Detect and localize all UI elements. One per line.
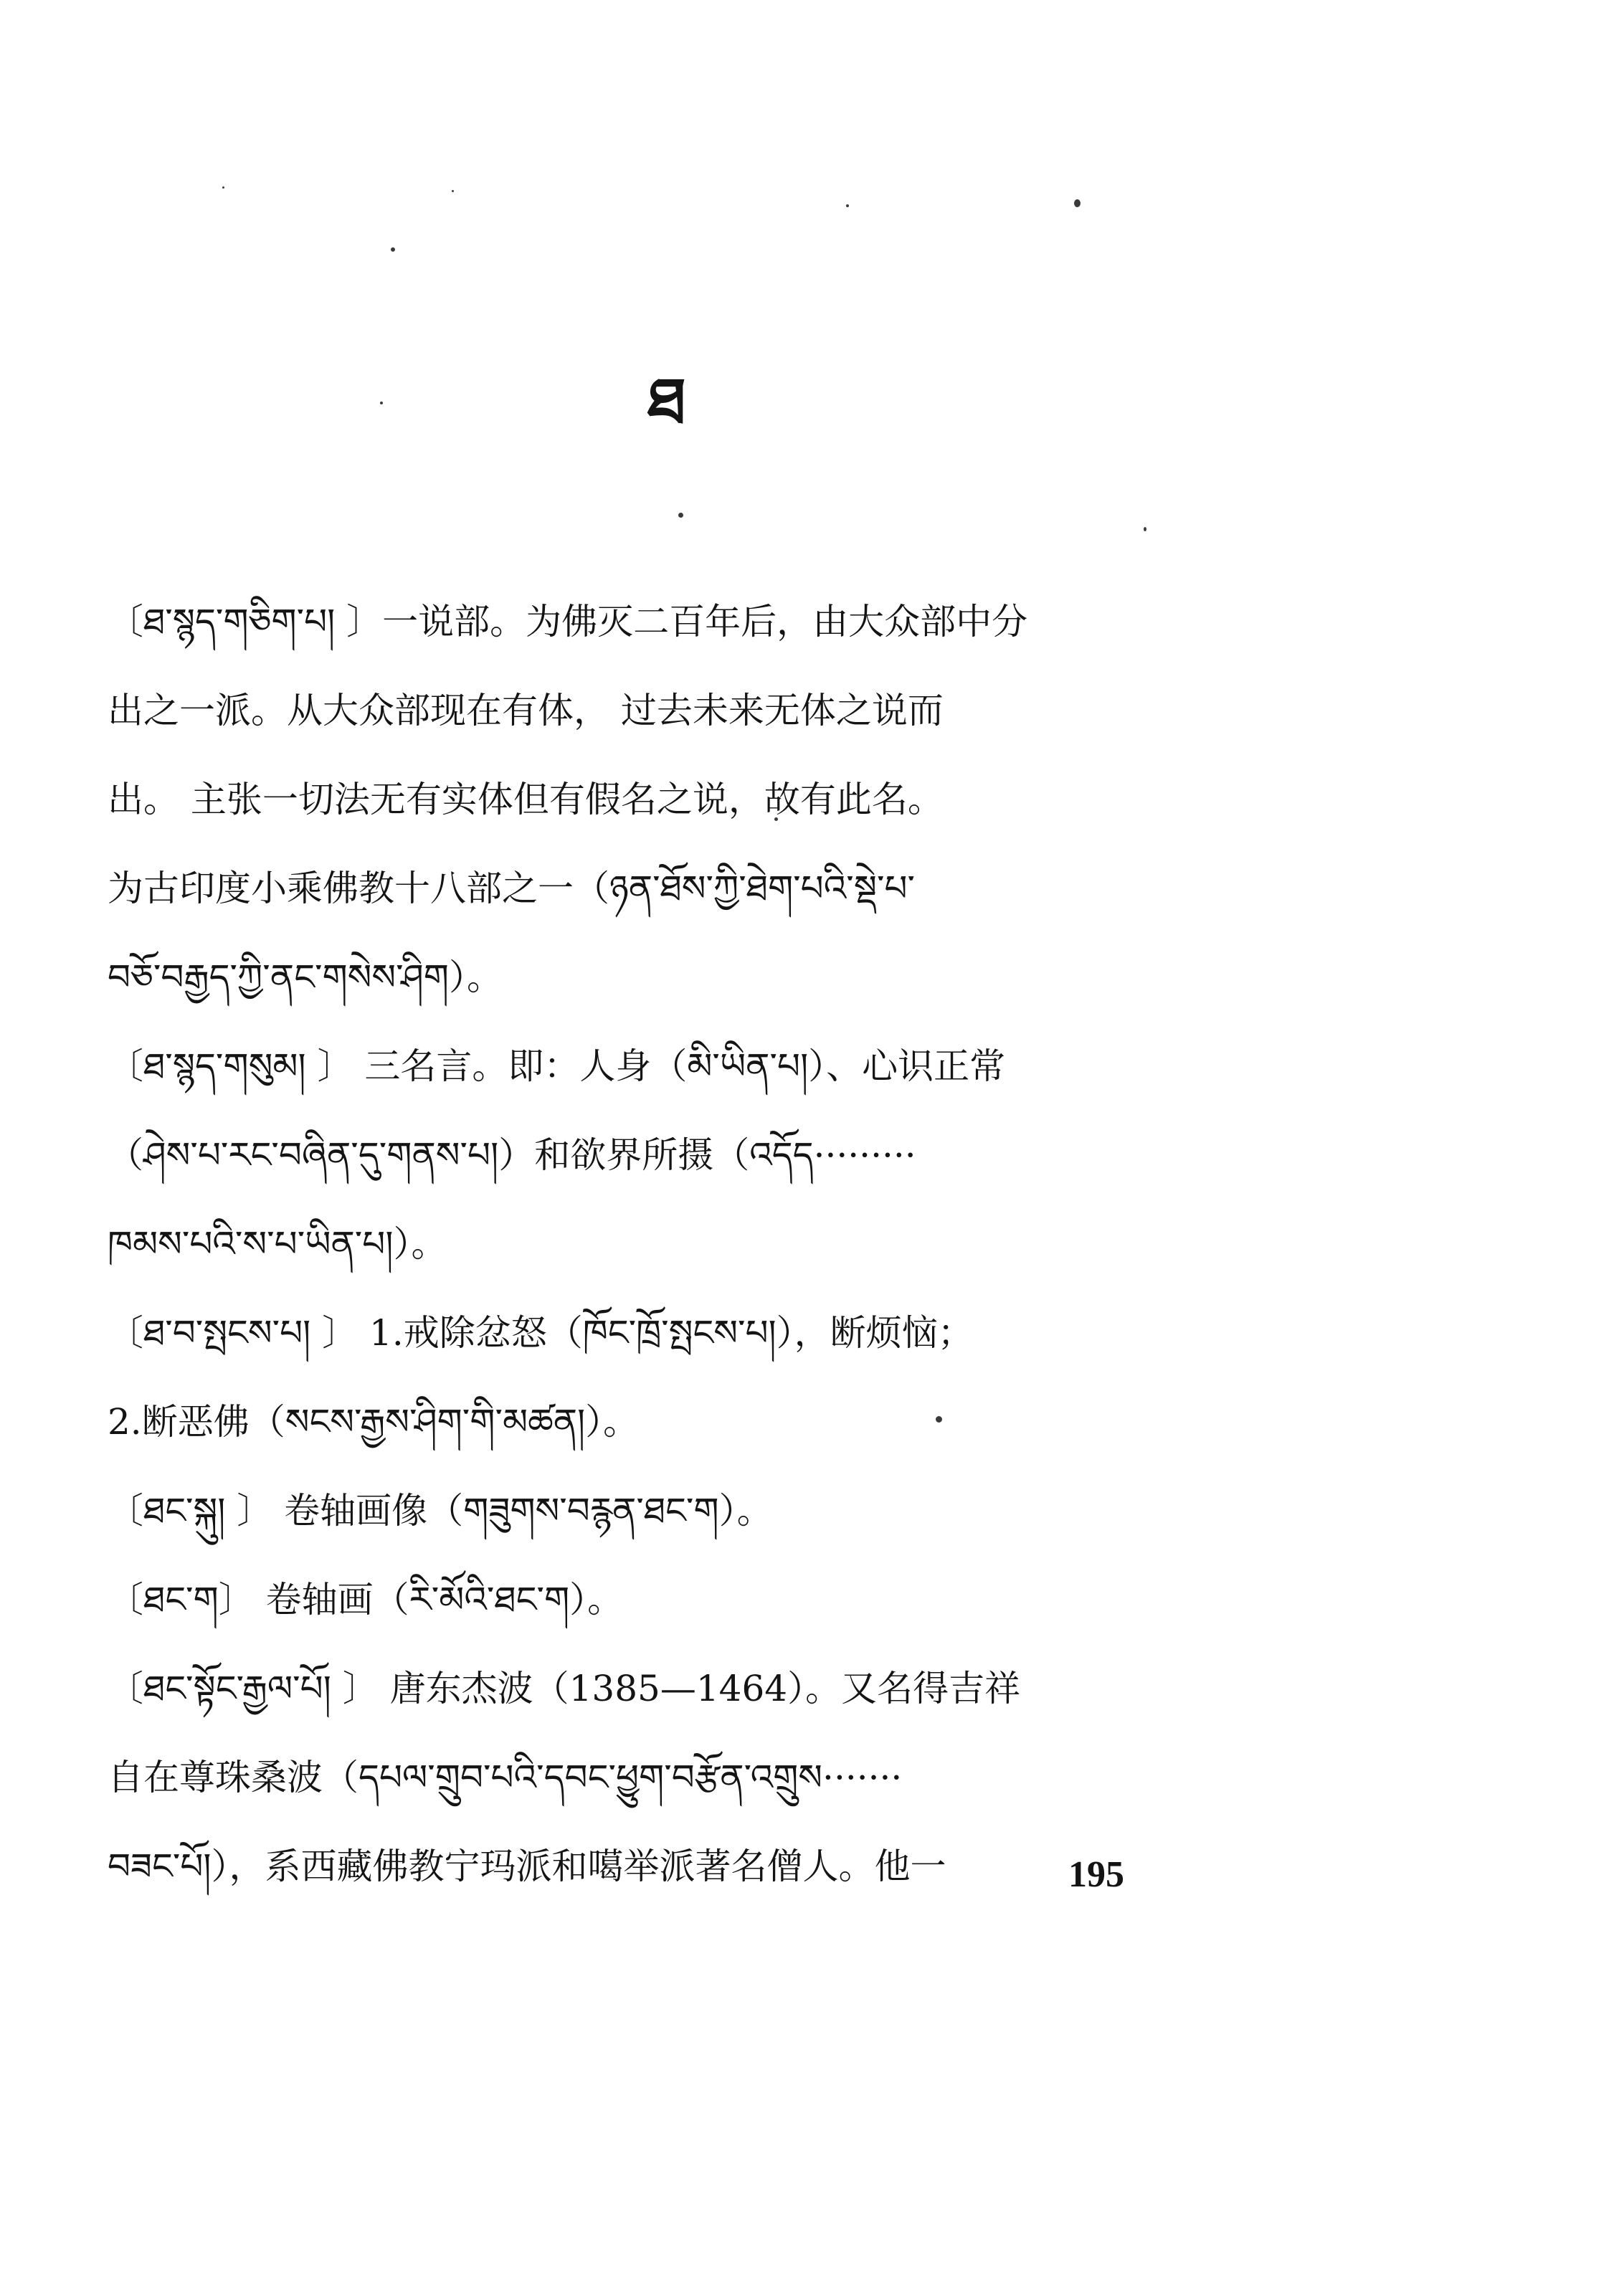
scan-speck bbox=[1074, 199, 1081, 207]
entry-line: 〔ཐང་ག〕 卷轴画（རི་མོའི་ཐང་ག）。 bbox=[108, 1579, 624, 1620]
entry-tha-snyad-gsum bbox=[108, 1022, 1226, 1288]
scan-speck bbox=[846, 204, 849, 207]
entry-line: 〔ཐང་སྟོང་རྒྱལ་པོ། 〕 唐东杰波（1385—1464）。又名得吉祥 bbox=[108, 1668, 1021, 1709]
entry-thang-stong-rgyal-po bbox=[108, 1644, 1226, 1911]
entry-line: 为古印度小乘佛教十八部之一（ཉན་ཐོས་ཀྱི་ཐེག་པའི་སྡེ་པ་ bbox=[108, 868, 915, 909]
entry-line: 〔ཐ་སྙད་གཅིག་པ། 〕一说部。为佛灭二百年后，由大众部中分 bbox=[108, 601, 1028, 642]
entry-line: 〔ཐ་སྙད་གསུམ། 〕 三名言。即：人身（མི་ཡིན་པ།）、心识正常 bbox=[108, 1045, 1006, 1087]
scan-speck bbox=[678, 513, 683, 518]
entry-line: བཅོ་བརྒྱད་ཀྱི་ནང་གསེས་ཤིག）。 bbox=[108, 956, 503, 998]
scan-speck bbox=[391, 247, 395, 252]
page-number: 195 bbox=[1068, 1854, 1124, 1895]
entry-line: （ཤེས་པ་རང་བཞིན་དུ་གནས་པ།）和欲界所摄（འདོད········· bbox=[108, 1134, 916, 1176]
entry-line: ཁམས་པའི་ས་པ་ཡིན་པ།）。 bbox=[108, 1223, 447, 1265]
entry-tha-snyad-gcig-pa bbox=[108, 577, 1226, 1022]
entry-thang-ga bbox=[108, 1555, 1226, 1644]
entry-line: 自在尊珠桑波（དཔལ་གྲུབ་པའི་དབང་ཕྱུག་བརྩོན་འགྲུས······· bbox=[108, 1757, 903, 1798]
section-letter: ཐ bbox=[647, 364, 686, 438]
entry-line: 出之一派。从大众部现在有体， 过去未来无体之说而 bbox=[108, 690, 944, 731]
entry-line: 2.断恶佛（སངས་རྒྱས་ཤིག་གི་མཚན།）。 bbox=[108, 1401, 640, 1443]
entry-line: བཟང་པོ།），系西藏佛教宁玛派和噶举派著名僧人。他一 bbox=[108, 1846, 946, 1887]
scan-speck bbox=[1144, 527, 1146, 531]
entry-line: 出。 主张一切法无有实体但有假名之说，故有此名。 bbox=[108, 779, 944, 820]
entry-line: 〔ཐ་བ་སྤངས་པ། 〕 1.戒除忿怒（ཁོང་ཁྲོ་སྤངས་པ།），断烦恼； bbox=[108, 1312, 974, 1354]
scan-speck bbox=[380, 402, 383, 404]
scan-speck bbox=[452, 190, 454, 192]
entry-tha-ba-spangs-pa bbox=[108, 1288, 1226, 1466]
dictionary-entries bbox=[108, 577, 1226, 1911]
entry-thang-sku bbox=[108, 1466, 1226, 1555]
entry-line: 〔ཐང་སྐུ། 〕 卷轴画像（གཟུགས་བརྙན་ཐང་ག）。 bbox=[108, 1490, 773, 1532]
scan-speck bbox=[222, 186, 224, 189]
